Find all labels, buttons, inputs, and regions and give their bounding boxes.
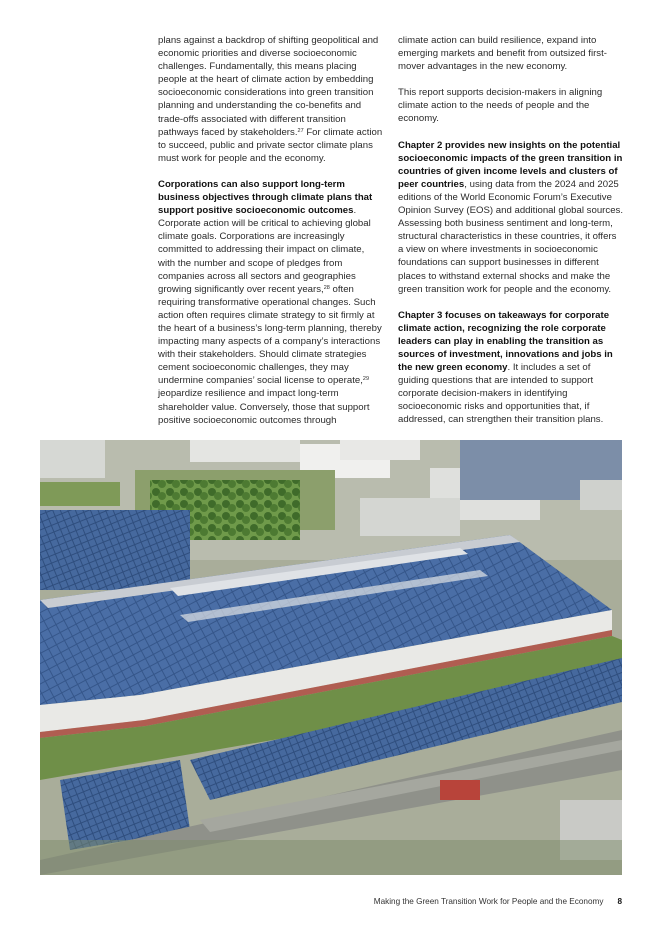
aerial-solar-factory-photo xyxy=(40,440,622,875)
page-number: 8 xyxy=(617,897,622,906)
paragraph: Corporations can also support long-term business objectives through climate plans that support positive socioeconomic outcomes. Corporate action will be critical to achieving global climate goals. Corporations are increasingly committed to addressing their impact on climate, with the number and scope of pledges from companies across all sectors and geographies growing significantly over recent years,$^{28}$ often requiring transformative operational changes. Such action often requires climate strategy to sit firmly at the heart of a business’s long-term planning, thereby impacting many aspects of a company’s interactions with their stakeholders. Should climate strategies cement socioeconomic challenges, they may undermine companies’ social license to operate,$^{29}$ jeopardize resilience and impact long-term shareholder value. Conversely, those that support positive socioeconomic outcomes through xyxy=(158,178,382,426)
paragraph: plans against a backdrop of shifting geopolitical and economic priorities and diverse socioeconomic challenges. Fundamentally, this means placing people at the heart of climate action by embedding socioeconomic considerations into green transition planning and understanding the co-benefits and trade-offs associated with different transition pathways faced by stakeholders.$^{27}$ For climate action to succeed, public and private sector climate plans must work for people and the economy. xyxy=(158,35,383,164)
right-text-column xyxy=(398,34,624,440)
paragraph: Chapter 2 provides new insights on the potential socioeconomic impacts of the green transition in countries of given income levels and clusters of peer countries, using data from the 2024 and 2025 editions of the World Economic Forum’s Executive Opinion Survey (EOS) and additional global sources. Assessing both business sentiment and long-term, structural characteristics in these countries, it offers a view on where investments in socioeconomic foundations can support businesses in different places to withstand external shocks and make the green transition work for people and the economy. xyxy=(398,139,624,295)
page-footer xyxy=(374,897,622,906)
footnote-ref[interactable]: 29 xyxy=(362,376,370,383)
paragraph: This report supports decision-makers in aligning climate action to the needs of people and the economy. xyxy=(398,87,603,125)
photo-illustration xyxy=(40,440,622,875)
footer-report-title: Making the Green Transition Work for People and the Economy xyxy=(373,897,604,906)
footnote-ref[interactable]: 28 xyxy=(323,284,330,291)
paragraph: Chapter 3 focuses on takeaways for corporate climate action, recognizing the role corporate leaders can play in enabling the transition as sources of investment, innovations and jobs in the new green economy. It includes a set of guiding questions that are intended to support corporate decision-makers in identifying socioeconomic risks and opportunities that, if addressed, can strengthen their transition plans. xyxy=(398,309,613,426)
left-text-column xyxy=(158,34,384,440)
paragraph: climate action can build resilience, expand into emerging markets and benefit from outsized first-mover advantages in the new economy. xyxy=(398,35,607,73)
footnote-ref[interactable]: 27 xyxy=(297,127,304,134)
